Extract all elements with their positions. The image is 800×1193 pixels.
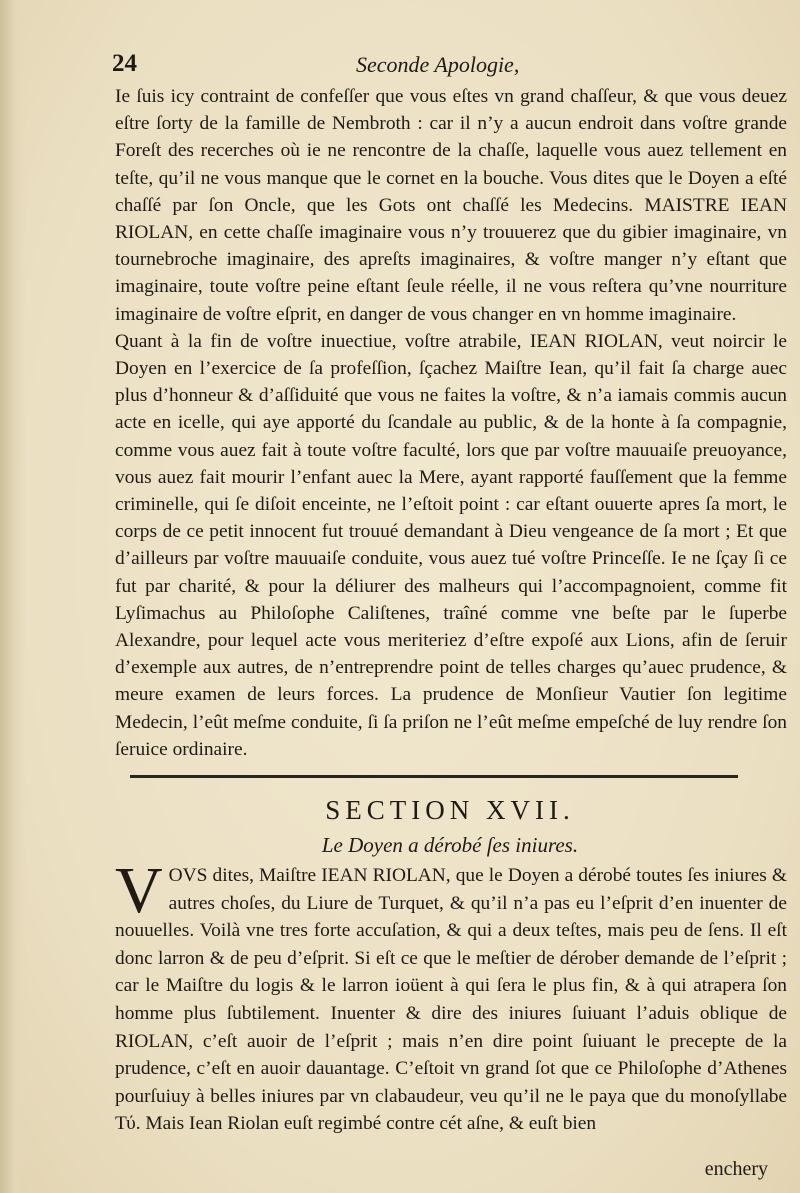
main-text	[115, 83, 787, 763]
drop-cap-initial: V	[115, 854, 163, 927]
section-subtitle: Le Doyen a dérobé ſes iniures.	[321, 833, 579, 857]
section-paragraph	[115, 854, 787, 1138]
paragraph-chasse: Ie ſuis icy contraint de confeſſer que vous eſtes vn grand chaſſeur, & que vous deuez eſtre ſorty de la famille de Nembroth : car il n’y a aucun endroit dans voſtre grande Foreſt des recerches où ie ne rencontre de la chaſſe, laquelle vous auez tellement en teſte, qu’il ne vous manque que le cornet en la bouche. Vous dites que le Doyen a eſté chaſſé par ſon Oncle, que les Gots ont chaſſé les Medecins. MAISTRE IEAN RIOLAN, en cette chaſſe imaginaire vous n’y trouuerez que du gibier imaginaire, vn tournebroche imaginaire, des apreſts imaginaires, & voſtre manger n’y eſtant que imaginaire, toute voſtre peine eſtant ſeule réelle, il ne vous reſtera qu’vne nourriture imaginaire de voſtre eſprit, en danger de vous changer en vn homme imaginaire.	[115, 86, 787, 325]
paragraph-inuectiue: Quant à la fin de voſtre inuectiue, voſtre atrabile, IEAN RIOLAN, veut noircir le Doyen en l’exercice de ſa profeſſion, ſçachez Maiſtre Iean, qu’il fait ſa charge auec plus d’honneur & d’aſſiduité que vous ne faites la voſtre, & n’a iamais commis aucun acte en icelle, qui aye apporté du ſcandale au public, & de la honte à ſa compagnie, comme vous auez fait à toute voſtre faculté, lors que par voſtre mauuaiſe preuoyance, vous auez fait mourir l’enfant auec la Mere, ayant rapporté fauſſement que la femme criminelle, qui ſe diſoit enceinte, ne l’eſtoit point : car eſtant ouuerte apres ſa mort, le corps de ce petit innocent fut trouué demandant à Dieu vengeance de ſa mort ; Et que d’ailleurs par voſtre mauuaiſe conduite, vous auez tué voſtre Princeſſe. Ie ne ſçay ſi ce fut par charité, & pour la déliurer des malheurs qui l’accompagnoient, comme fit Lyſimachus au Philoſophe Caliſtenes, traîné comme vne beſte par le ſuperbe Alexandre, pour lequel acte vous meriteriez d’eſtre expoſé aux Lions, afin de ſeruir d’exemple aux autres, de n’entreprendre point de telles charges qu’auec prudence, & meure examen de leurs forces. La prudence de Monſieur Vautier ſon legitime Medecin, l’eût meſme conduite, ſi ſa priſon ne l’eût meſme empeſché de luy rendre ſon ſeruice ordinaire.	[115, 330, 787, 760]
catchword: enchery	[704, 1158, 768, 1180]
section-text	[115, 854, 787, 1138]
page-gutter-shadow	[0, 0, 26, 1193]
section-divider-rule	[130, 775, 738, 778]
running-head	[112, 48, 752, 84]
running-title: Seconde Apologie,	[356, 52, 520, 77]
page-number: 24	[112, 50, 137, 77]
section-paragraph-text: OVS dites, Maiſtre IEAN RIOLAN, que le Doyen a dérobé toutes ſes iniures & autres choſes, du Liure de Turquet, & qu’il n’a pas eu l’eſprit d’en inuenter de nouuelles. Voilà vne tres forte accuſation, & qui a deux teſtes, mais peu de ſens. Il eſt donc larron & de peu d’eſprit. Si eſt ce que le meſtier de dérober demande de l’eſprit ; car le Maiſtre du logis & le larron ioüent à qui ſera le plus fin, & à qui atrapera ſon homme plus ſubtilement. Inuenter & dire des iniures ſuiuant l’aduis oblique de RIOLAN, c’eſt auoir de l’eſprit ; mais n’en dire point ſuiuant le precepte de la prudence, c’eſt en auoir dauantage. C’eſtoit vn grand ſot que ce Philoſophe d’Athenes pourſuiuy à belles iniures par vn clabaudeur, veu qu’il ne le paya que du monoſyllabe Τύ. Mais Iean Riolan euſt regimbé contre cét aſne, & euſt bien	[115, 865, 787, 1135]
section-heading: SECTION XVII.	[325, 795, 575, 825]
